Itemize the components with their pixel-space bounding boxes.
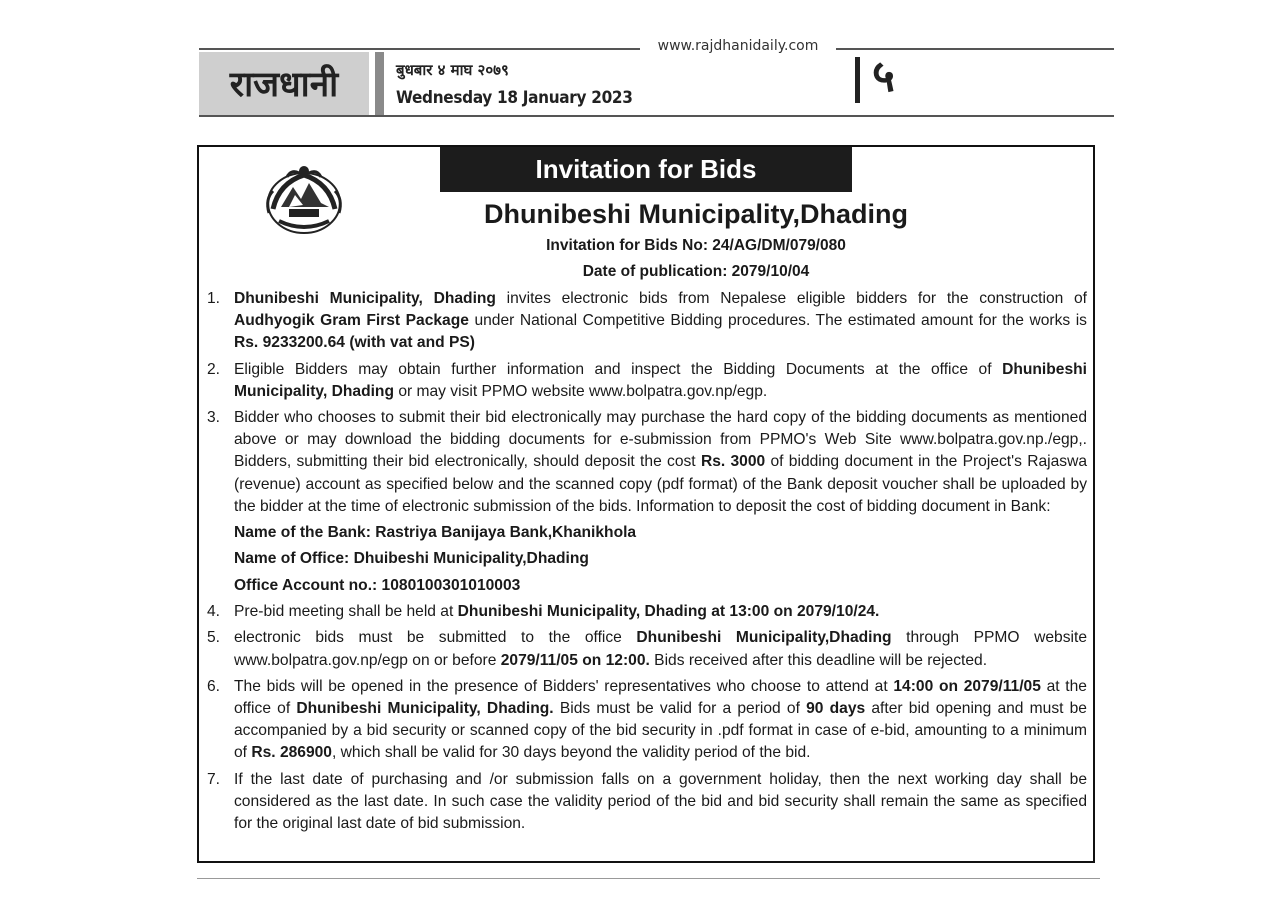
notice-item-plain-text: Bids must be valid for a period of (553, 700, 807, 718)
notice-item-number: 7. (207, 770, 221, 788)
publication-date: Date of publication: 2079/10/04 (582, 263, 810, 280)
notice-items-list (207, 288, 1087, 839)
notice-item-plain-text: electronic bids must be submitted to the office (234, 629, 637, 647)
notice-item-plain-text: of bidding document in the Project's Rajaswa (revenue) account as specified below and the scanned copy (pdf format) of the Bank deposit voucher shall be uploaded by the bidder at the time of electronic submission of the bids. Information to deposit the cost of bidding document in Bank: (234, 453, 1087, 515)
notice-item-bold-text: Rs. 9233200.64 (with vat and PS) (234, 334, 475, 352)
masthead-divider-bar (375, 52, 384, 115)
notice-item-number: 5. (207, 629, 221, 647)
notice-item-number: 3. (207, 409, 221, 427)
notice-item-plain-text: at the office of (234, 677, 1087, 718)
notice-item-bold-text: Dhunibeshi Municipality, Dhading at 13:00 on 2079/10/24. (457, 603, 880, 621)
notice-item-text (234, 627, 1087, 671)
notice-item-text (234, 288, 1087, 355)
notice-item-number: 1. (207, 290, 221, 307)
notice-item-bold-text: 2079/11/05 on 12:00. (500, 651, 650, 669)
masthead-url: www.rajdhanidaily.com (640, 38, 836, 54)
notice-item (207, 601, 1087, 623)
page-number (855, 51, 895, 103)
notice-item-bold-text: 14:00 on 2079/11/05 (893, 677, 1041, 695)
newspaper-logo: राजधानी (199, 52, 369, 115)
page-footer-rule (197, 878, 1100, 879)
notice-item (207, 676, 1087, 765)
notice-item-plain-text: Pre-bid meeting shall be held at (234, 603, 458, 621)
notice-item-plain-text: The bids will be opened in the presence of Bidders' representatives who choose to attend at (234, 677, 894, 695)
notice-item (207, 407, 1087, 518)
notice-item-plain-text: after bid opening and must be accompanied by a bid security or scanned copy of the bid security in .pdf format in case of e-bid, amounting to a minimum of (234, 700, 1087, 762)
notice-item-plain-text: Bids received after this deadline will be rejected. (649, 651, 988, 669)
bank-detail-line: Name of Office: Dhuibeshi Municipality,Dhading (234, 550, 589, 568)
notice-item-text (234, 769, 1087, 836)
notice-item (207, 627, 1087, 671)
notice-item-plain-text: through PPMO website www.bolpatra.gov.np/egp on or before (234, 629, 1087, 669)
notice-item-plain-text: or may visit PPMO website www.bolpatra.gov.np/egp. (393, 382, 768, 400)
masthead-date-nepali: बुधबार ४ माघ २०७९ (396, 61, 509, 79)
ifb-number: Invitation for Bids No: 24/AG/DM/079/080 (546, 237, 846, 254)
bid-notice (197, 145, 1095, 863)
notice-item (207, 359, 1087, 403)
page-number-value: ५ (872, 51, 895, 102)
notice-item-text (234, 676, 1087, 765)
notice-item-bold-text: Rs. 286900 (251, 744, 332, 762)
notice-item-plain-text: under National Competitive Bidding procedures. The estimated amount for the works is (468, 312, 1087, 330)
notice-item-plain-text: Bidder who chooses to submit their bid electronically may purchase the hard copy of the bidding documents as mentioned above or may download the bidding documents for e-submission from PPMO's Web Site www.bolpatra.gov.np./egp,. Bidders, submitting their bid electronically, should deposit the cost (234, 409, 1087, 471)
notice-item-plain-text: If the last date of purchasing and /or submission falls on a government holiday, then the next working day shall be considered as the last date. In such case the validity period of the bid and bid security shall remain the same as specified for the original last date of bid submission. (234, 770, 1087, 833)
bank-detail-line: Name of the Bank: Rastriya Banijaya Bank,Khanikhola (234, 524, 637, 542)
notice-item-number: 4. (207, 603, 221, 621)
notice-item-text (234, 407, 1087, 518)
notice-item-text (234, 601, 1087, 623)
bank-detail-line: Office Account no.: 1080100301010003 (234, 576, 521, 594)
notice-item-bold-text: Audhyogik Gram First Package (234, 312, 469, 330)
notice-heading: Invitation for Bids (440, 147, 852, 192)
notice-item (207, 288, 1087, 355)
notice-item-bold-text: Rs. 3000 (700, 453, 766, 471)
notice-item-bold-text: Dhunibeshi Municipality, Dhading (234, 290, 496, 307)
notice-item-number: 2. (207, 360, 221, 378)
notice-item-plain-text: Eligible Bidders may obtain further information and inspect the Bidding Documents at the office of (234, 360, 1003, 378)
notice-item-bold-text: 90 days (806, 700, 866, 718)
masthead-date-english: Wednesday 18 January 2023 (396, 88, 633, 108)
masthead-bottom-rule (199, 115, 1114, 117)
notice-item (207, 769, 1087, 836)
notice-item-bold-text: Dhunibeshi Municipality,Dhading (636, 629, 892, 647)
notice-item-bold-text: Dhunibeshi Municipality, Dhading. (296, 700, 554, 718)
notice-item-plain-text: , which shall be valid for 30 days beyond the validity period of the bid. (331, 744, 811, 762)
notice-item-plain-text: invites electronic bids from Nepalese eligible bidders for the construction of (495, 290, 1088, 307)
notice-item-number: 6. (207, 677, 221, 695)
notice-item-text (234, 359, 1087, 403)
organization-name: Dhunibeshi Municipality,Dhading (484, 199, 908, 229)
notice-item-bold-text: Dhunibeshi Municipality, Dhading (234, 360, 1087, 400)
page-number-pipe (855, 57, 860, 103)
